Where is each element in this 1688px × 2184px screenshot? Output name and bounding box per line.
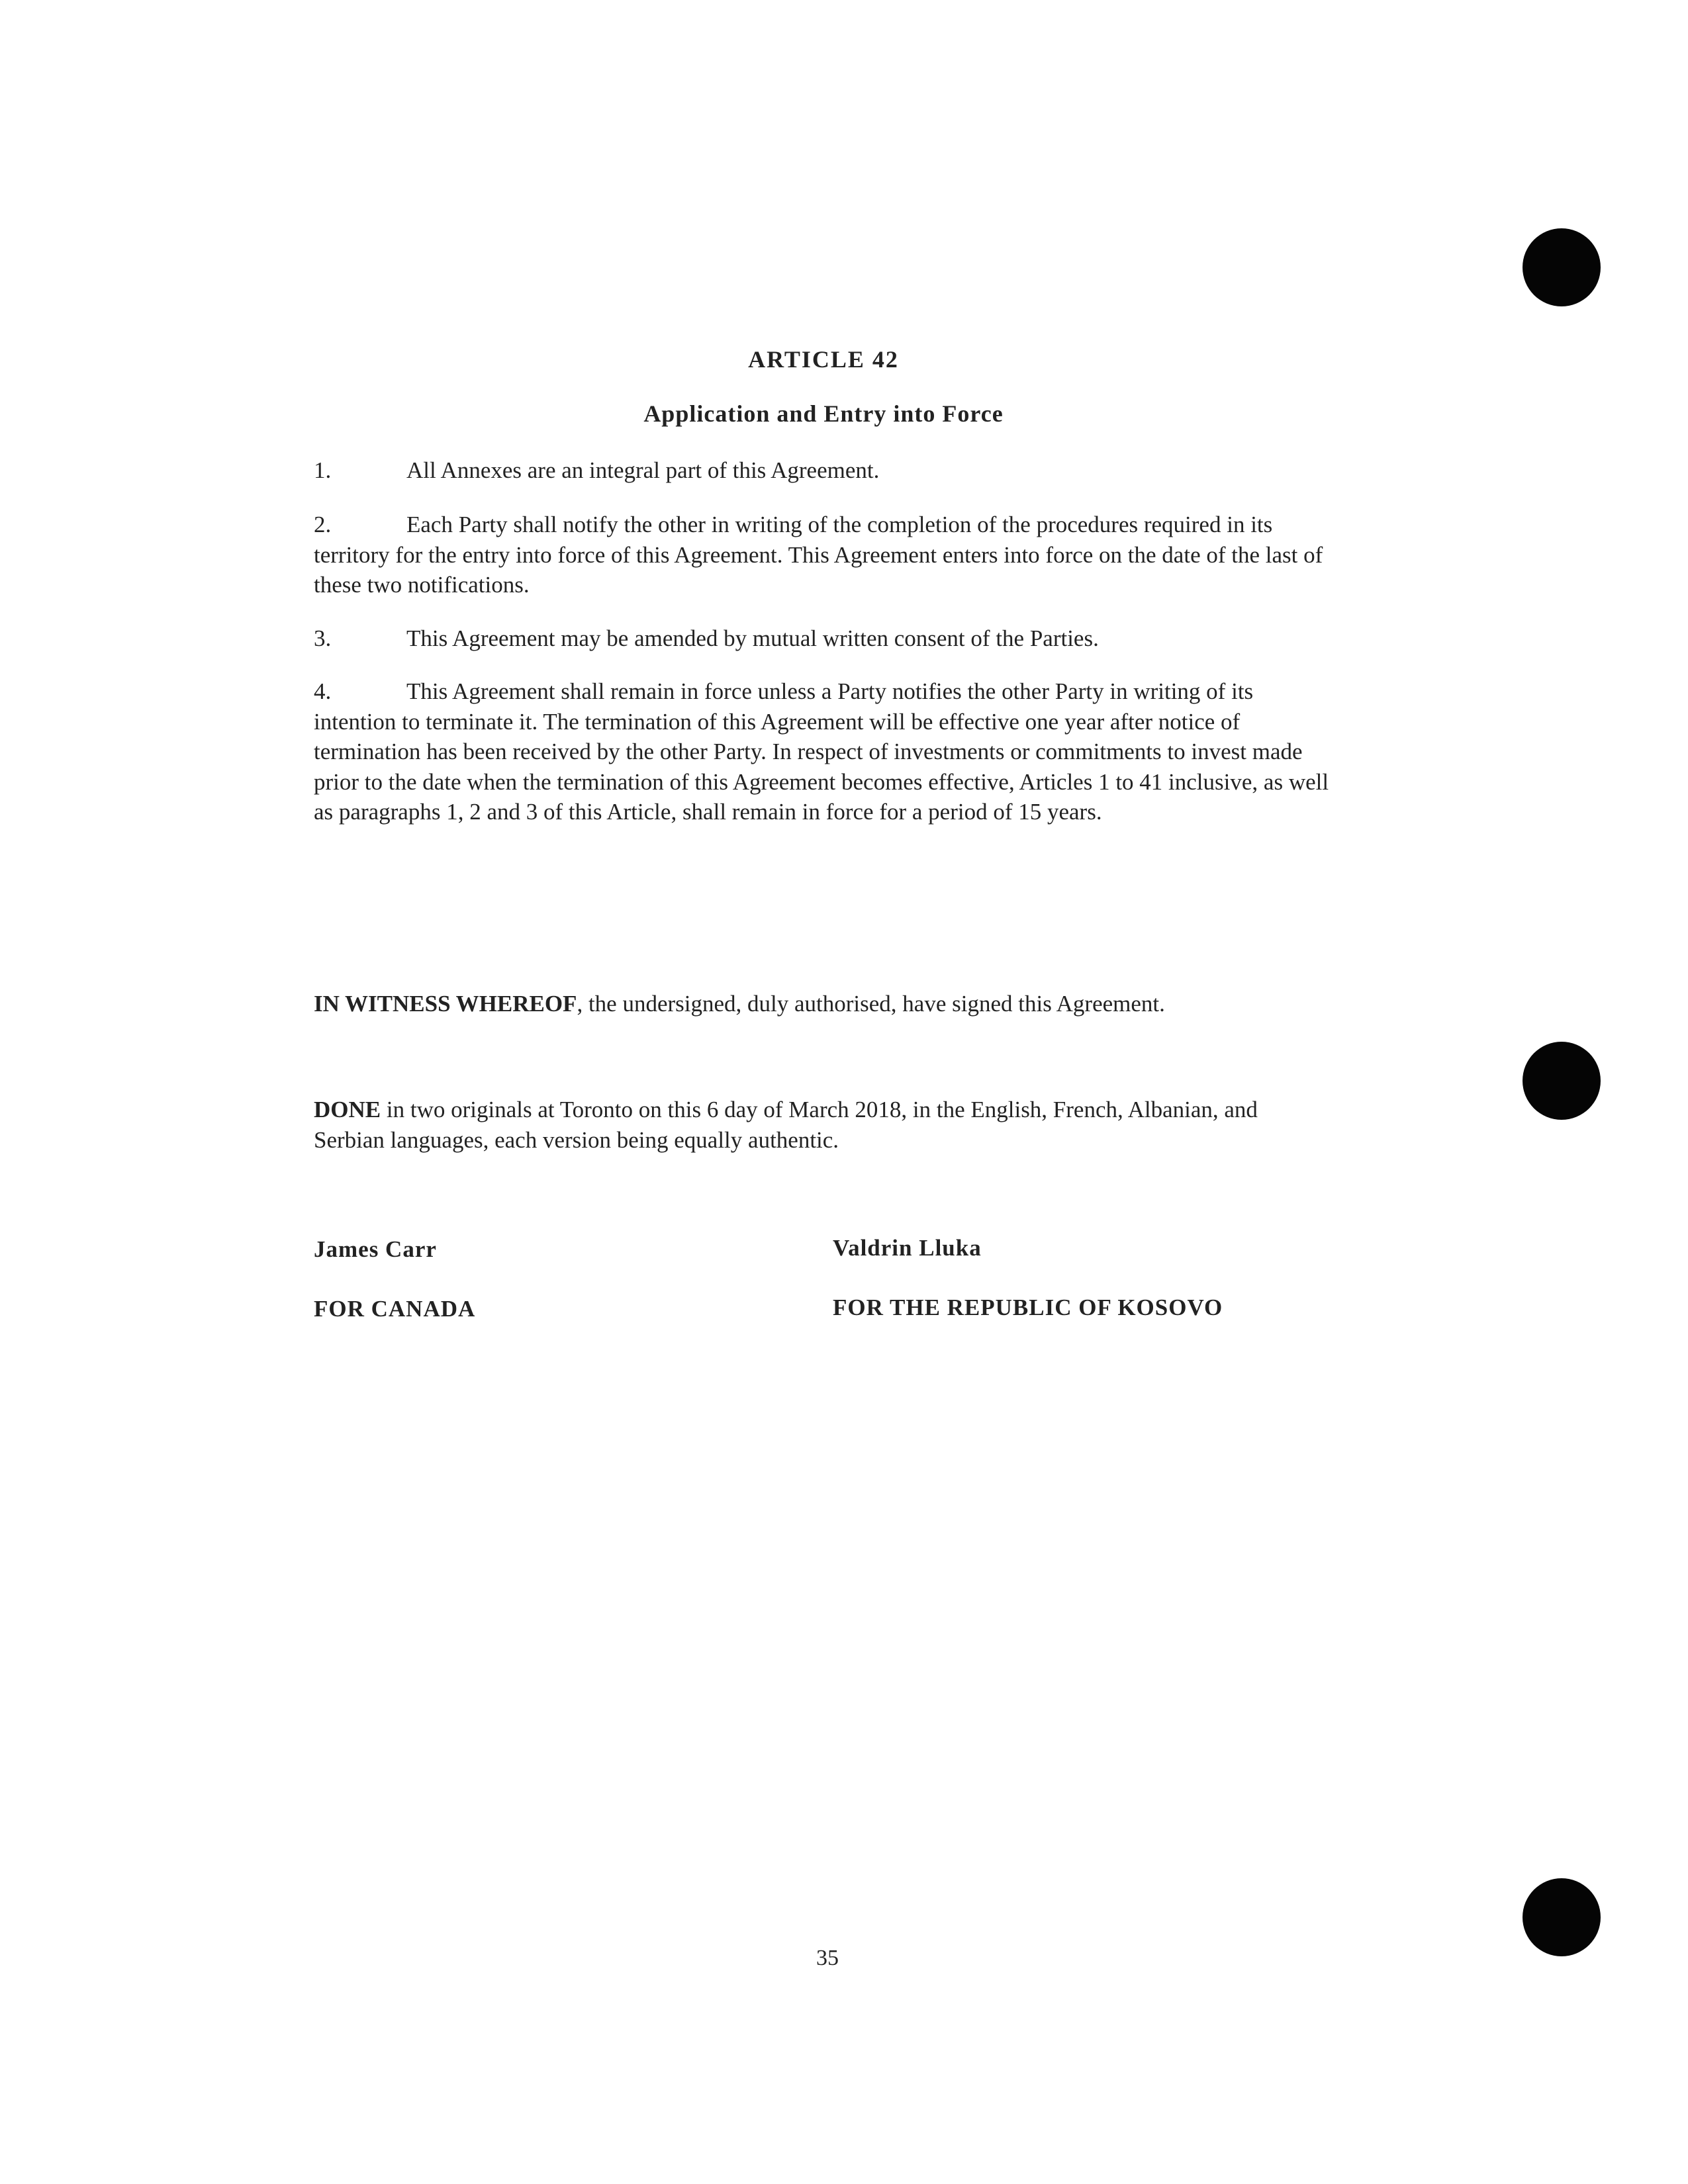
paragraph-text: Each Party shall notify the other in writing of the completion of the procedures required in its territory for the entry into force of this Agreement. This Agreement enters into force on the date of the last of these two notifications. <box>314 512 1323 598</box>
paragraph-number: 3. <box>314 625 332 651</box>
paragraph-number: 2. <box>314 512 332 537</box>
done-lead: DONE <box>314 1097 381 1122</box>
punch-hole-bottom-icon <box>1523 1878 1601 1956</box>
paragraph-text: This Agreement shall remain in force unless a Party notifies the other Party in writing of its intention to terminate it. The termination of this Agreement will be effective one year after notice of termination has been received by the other Party. In respect of investments or commitments to invest made prior to the date when the termination of this Agreement becomes effective, Articles 1 to 41 inclusive, as well as paragraphs 1, 2 and 3 of this Article, shall remain in force for a period of 15 years. <box>314 678 1329 825</box>
article-heading: ARTICLE 42 <box>748 346 899 373</box>
witness-text: , the undersigned, duly authorised, have signed this Agreement. <box>577 991 1165 1017</box>
section-heading: Application and Entry into Force <box>643 400 1004 427</box>
paragraph-1 <box>314 455 1333 486</box>
paragraph-2 <box>314 510 1333 600</box>
done-text: in two originals at Toronto on this 6 day of March 2018, in the English, French, Albanian, and Serbian languages, each version being equally authentic. <box>314 1097 1258 1153</box>
signatory-right-party: FOR THE REPUBLIC OF KOSOVO <box>833 1295 1223 1320</box>
done-clause <box>314 1095 1333 1155</box>
paragraph-number: 1. <box>314 457 332 483</box>
witness-lead: IN WITNESS WHEREOF <box>314 991 577 1017</box>
punch-hole-middle-icon <box>1523 1042 1601 1120</box>
page-number: 35 <box>816 1946 839 1970</box>
signatory-left-name: James Carr <box>314 1236 437 1262</box>
paragraph-text: This Agreement may be amended by mutual written consent of the Parties. <box>406 625 1099 651</box>
paragraph-number: 4. <box>314 678 332 704</box>
signatory-right-name: Valdrin Lluka <box>833 1235 982 1261</box>
paragraph-4 <box>314 676 1333 827</box>
paragraph-3 <box>314 623 1333 654</box>
witness-clause <box>314 989 1333 1019</box>
paragraph-text: All Annexes are an integral part of this Agreement. <box>406 457 880 483</box>
punch-hole-top-icon <box>1523 228 1601 306</box>
signatory-left-party: FOR CANADA <box>314 1296 476 1322</box>
